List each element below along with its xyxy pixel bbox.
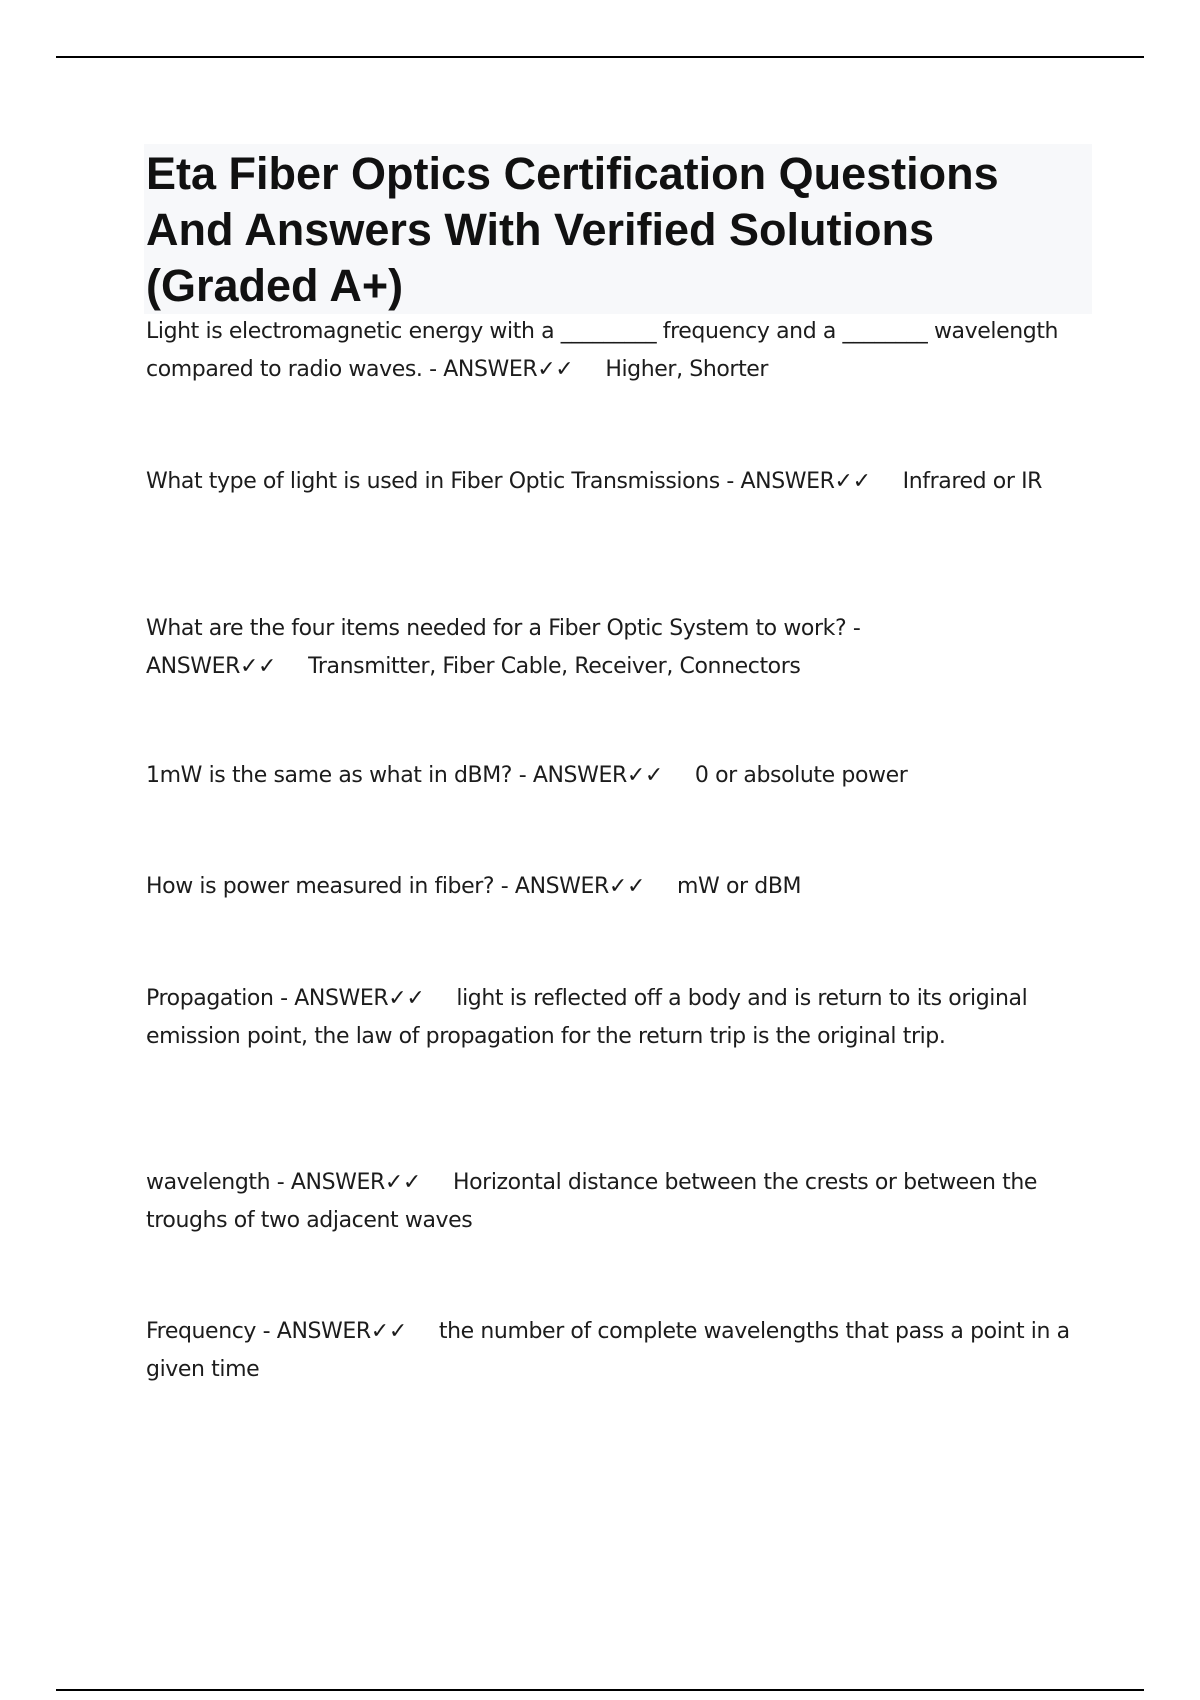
question-text: wavelength [146, 1170, 271, 1195]
title-block [144, 144, 1092, 314]
answer-marker: - ANSWER✓✓ [276, 1170, 421, 1195]
answer-marker: - ANSWER✓✓ [726, 469, 871, 494]
qa-item-6 [146, 980, 1096, 1056]
document-title: Eta Fiber Optics Certification Questions And Answers With Verified Solutions (Graded A+) [146, 148, 999, 311]
question-text: 1mW is the same as what in dBM? [146, 763, 513, 788]
answer-text: light is reflected off a body and is return to its original emission point, the law of propagation for the return trip is the original trip. [146, 986, 1028, 1049]
answer-marker: - ANSWER✓✓ [500, 874, 645, 899]
qa-item-2 [146, 463, 1096, 501]
qa-item-3 [146, 610, 1096, 686]
qa-item-7 [146, 1164, 1096, 1240]
question-text: What type of light is used in Fiber Optic Transmissions [146, 469, 720, 494]
answer-marker: - ANSWER✓✓ [429, 357, 574, 382]
bottom-rule [56, 1689, 1144, 1691]
qa-item-4 [146, 757, 1096, 795]
qa-item-1 [146, 313, 1096, 389]
qa-item-5 [146, 868, 1096, 906]
answer-marker: - ANSWER✓✓ [280, 986, 425, 1011]
answer-text: Higher, Shorter [605, 357, 769, 382]
question-text: Propagation [146, 986, 274, 1011]
answer-text: 0 or absolute power [694, 763, 908, 788]
answer-text: Horizontal distance between the crests or between the troughs of two adjacent waves [146, 1170, 1037, 1233]
answer-text: Transmitter, Fiber Cable, Receiver, Connectors [308, 654, 801, 679]
top-rule [56, 56, 1144, 58]
qa-item-8 [146, 1313, 1096, 1389]
question-text: Light is electromagnetic energy with a _________ frequency and a ________ wavelength compared to radio waves. [146, 319, 1059, 382]
answer-text: the number of complete wavelengths that pass a point in a given time [146, 1319, 1070, 1382]
answer-marker: - ANSWER✓✓ [518, 763, 663, 788]
question-text: Frequency [146, 1319, 257, 1344]
question-text: How is power measured in fiber? [146, 874, 495, 899]
answer-text: Infrared or IR [902, 469, 1043, 494]
answer-marker: - ANSWER✓✓ [262, 1319, 407, 1344]
answer-text: mW or dBM [677, 874, 802, 899]
question-text: What are the four items needed for a Fiber Optic System to work? [146, 616, 847, 641]
answer-marker: - ANSWER✓✓ [146, 616, 861, 679]
